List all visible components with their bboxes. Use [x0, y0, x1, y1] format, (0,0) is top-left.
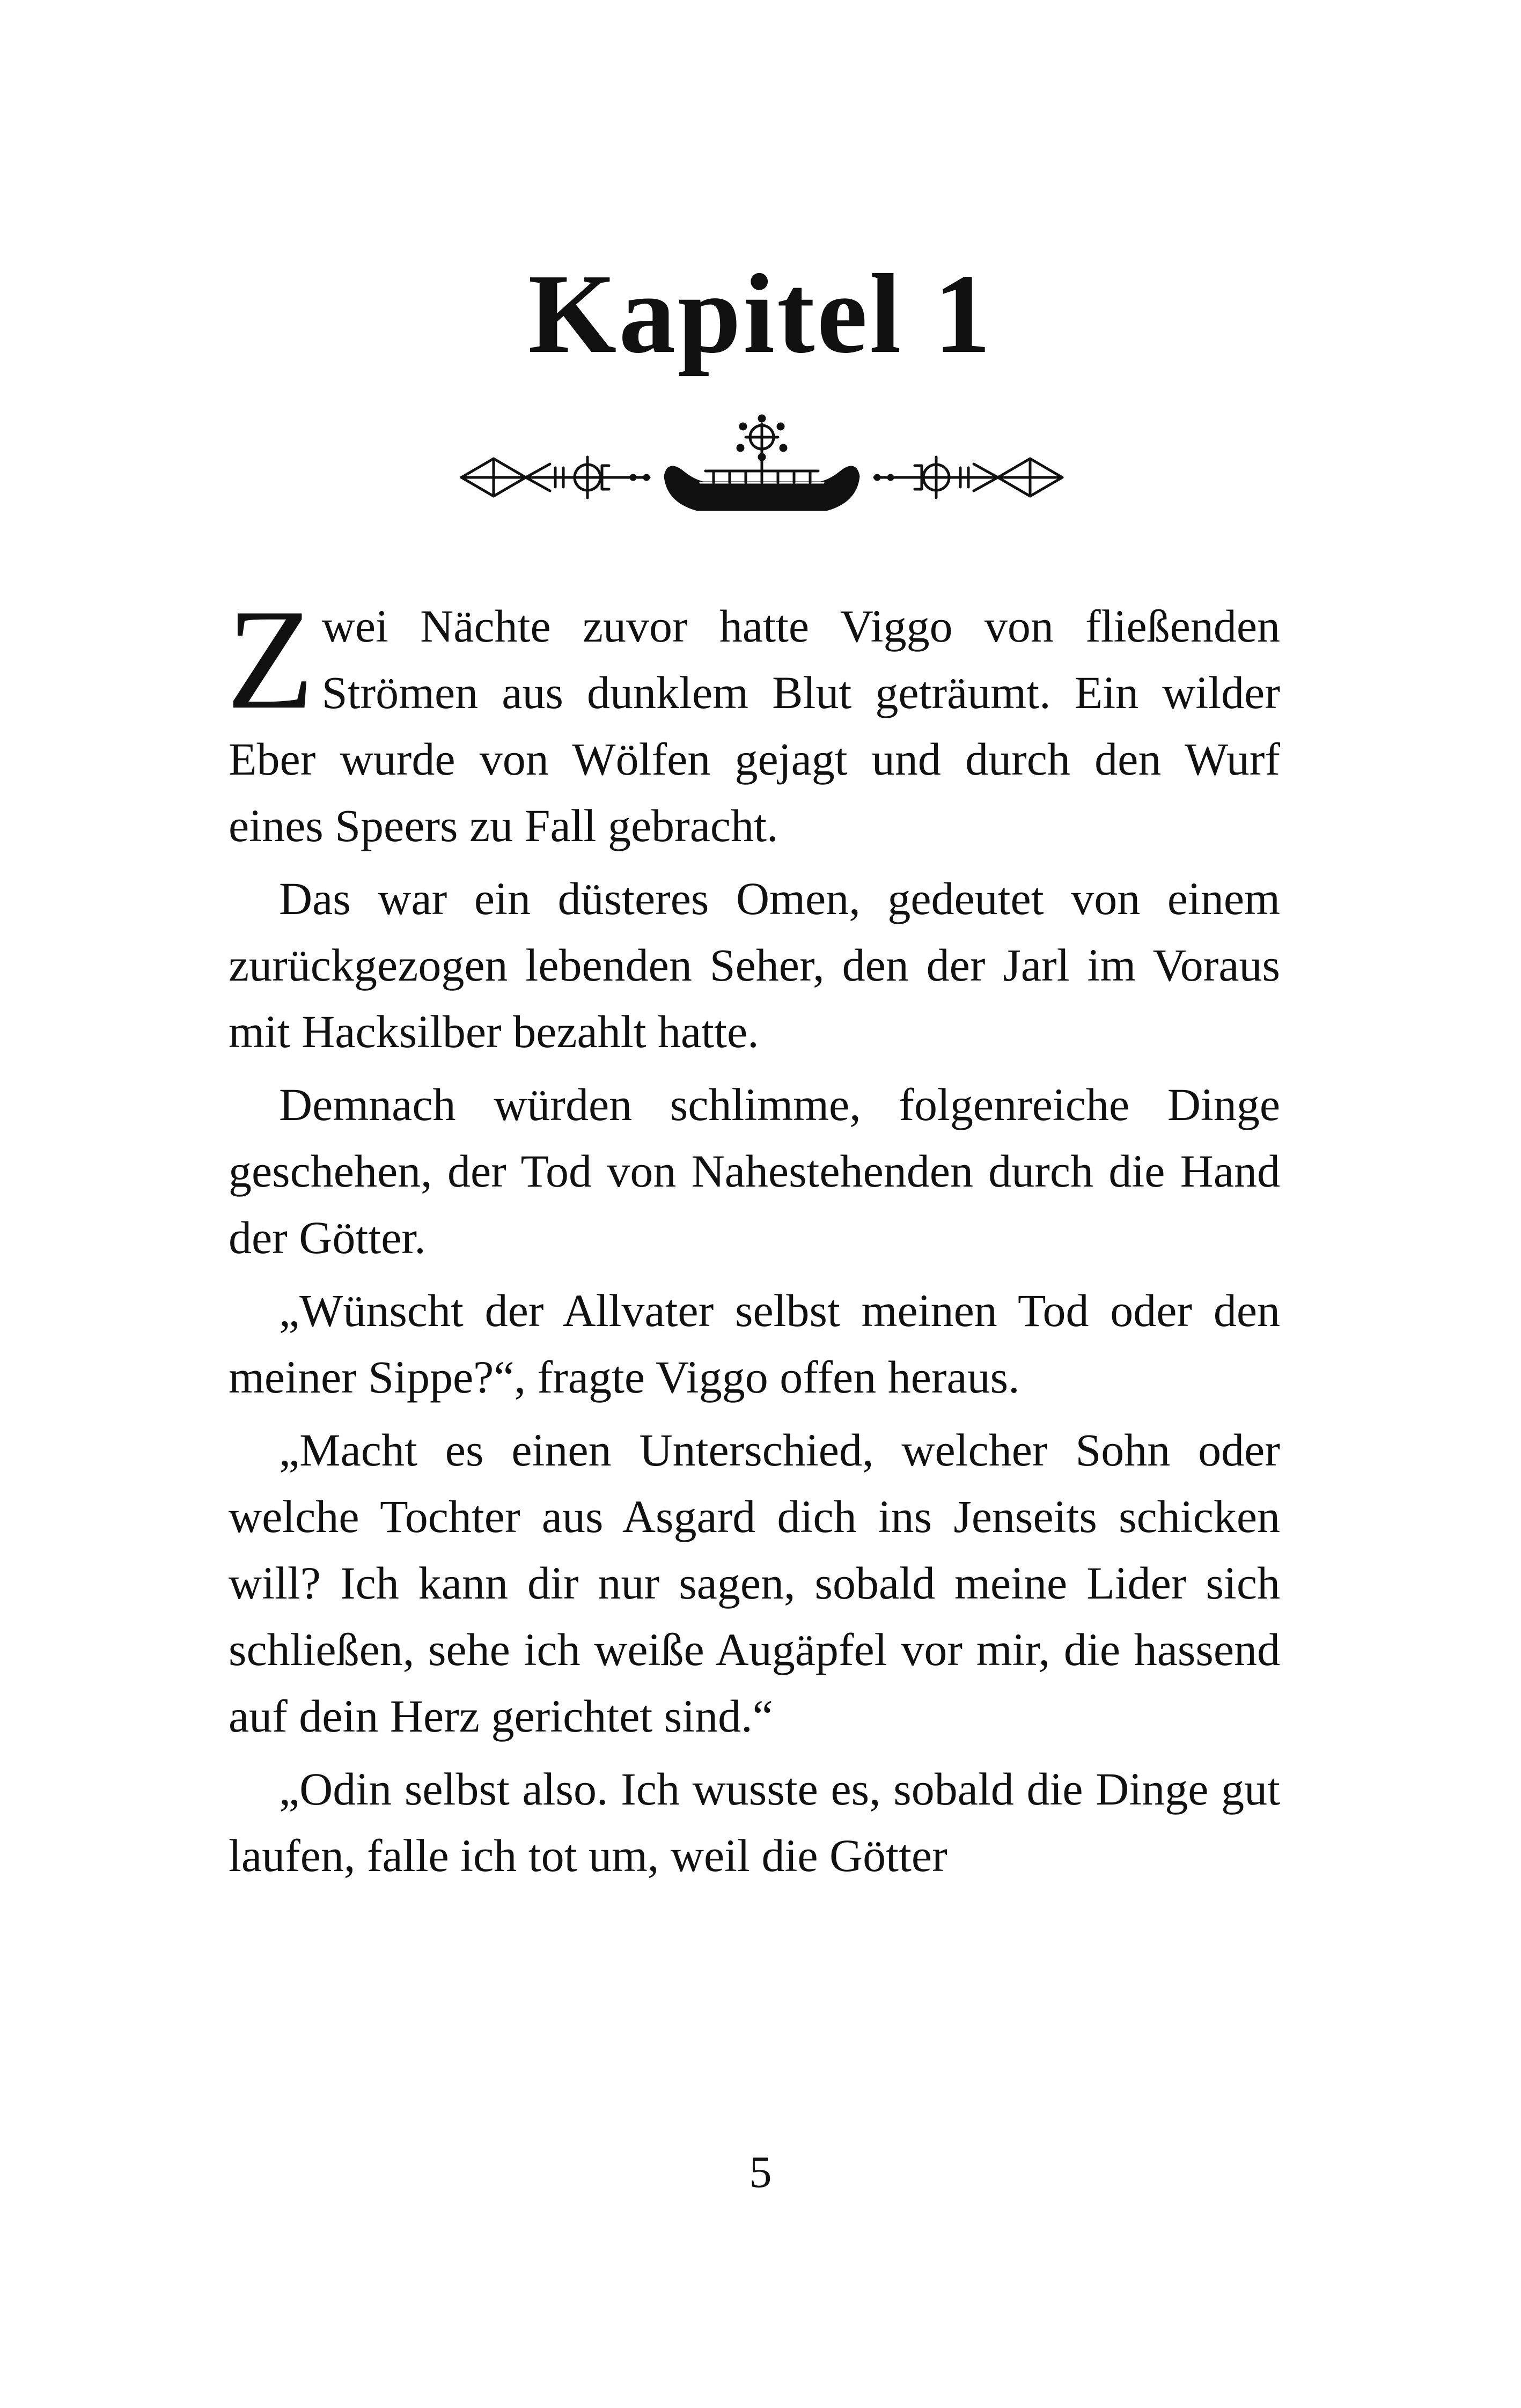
- paragraph-1: [226, 579, 1280, 859]
- viking-ship-rune-ornament-icon: [456, 408, 1068, 526]
- paragraph-3: Demnach würden schlimme, folgenreiche Dinge geschehen, der Tod von Nahestehenden durch die Hand der Götter.: [229, 1079, 1280, 1263]
- chapter-title: Kapitel 1: [528, 251, 993, 377]
- chapter-text: [226, 579, 1280, 1895]
- paragraph-4: „Wünscht der Allvater selbst meinen Tod oder den meiner Sippe?“, fragte Viggo offen heraus.: [229, 1285, 1280, 1403]
- drop-cap: Z: [226, 579, 314, 739]
- paragraph-1-text: wei Nächte zuvor hatte Viggo von fließenden Strömen aus dunklem Blut geträumt. Ein wilder Eber wurde von Wölfen gejagt und durch den Wurf eines Speers zu Fall gebracht.: [229, 600, 1280, 851]
- paragraph-6: „Odin selbst also. Ich wusste es, sobald die Dinge gut laufen, falle ich tot um, weil die Götter: [229, 1763, 1280, 1881]
- page-number: 5: [749, 2147, 772, 2197]
- paragraph-5: „Macht es einen Unterschied, welcher Sohn oder welche Tochter aus Asgard dich ins Jenseits schicken will? Ich kann dir nur sagen, sobald meine Lider sich schließen, sehe ich weiße Augäpfel vor mir, die hassend auf dein Herz gerichtet sind.“: [229, 1424, 1280, 1742]
- paragraph-2: Das war ein düsteres Omen, gedeutet von einem zurückgezogen lebenden Seher, den der Jarl im Voraus mit Hacksilber bezahlt hatte.: [229, 873, 1280, 1057]
